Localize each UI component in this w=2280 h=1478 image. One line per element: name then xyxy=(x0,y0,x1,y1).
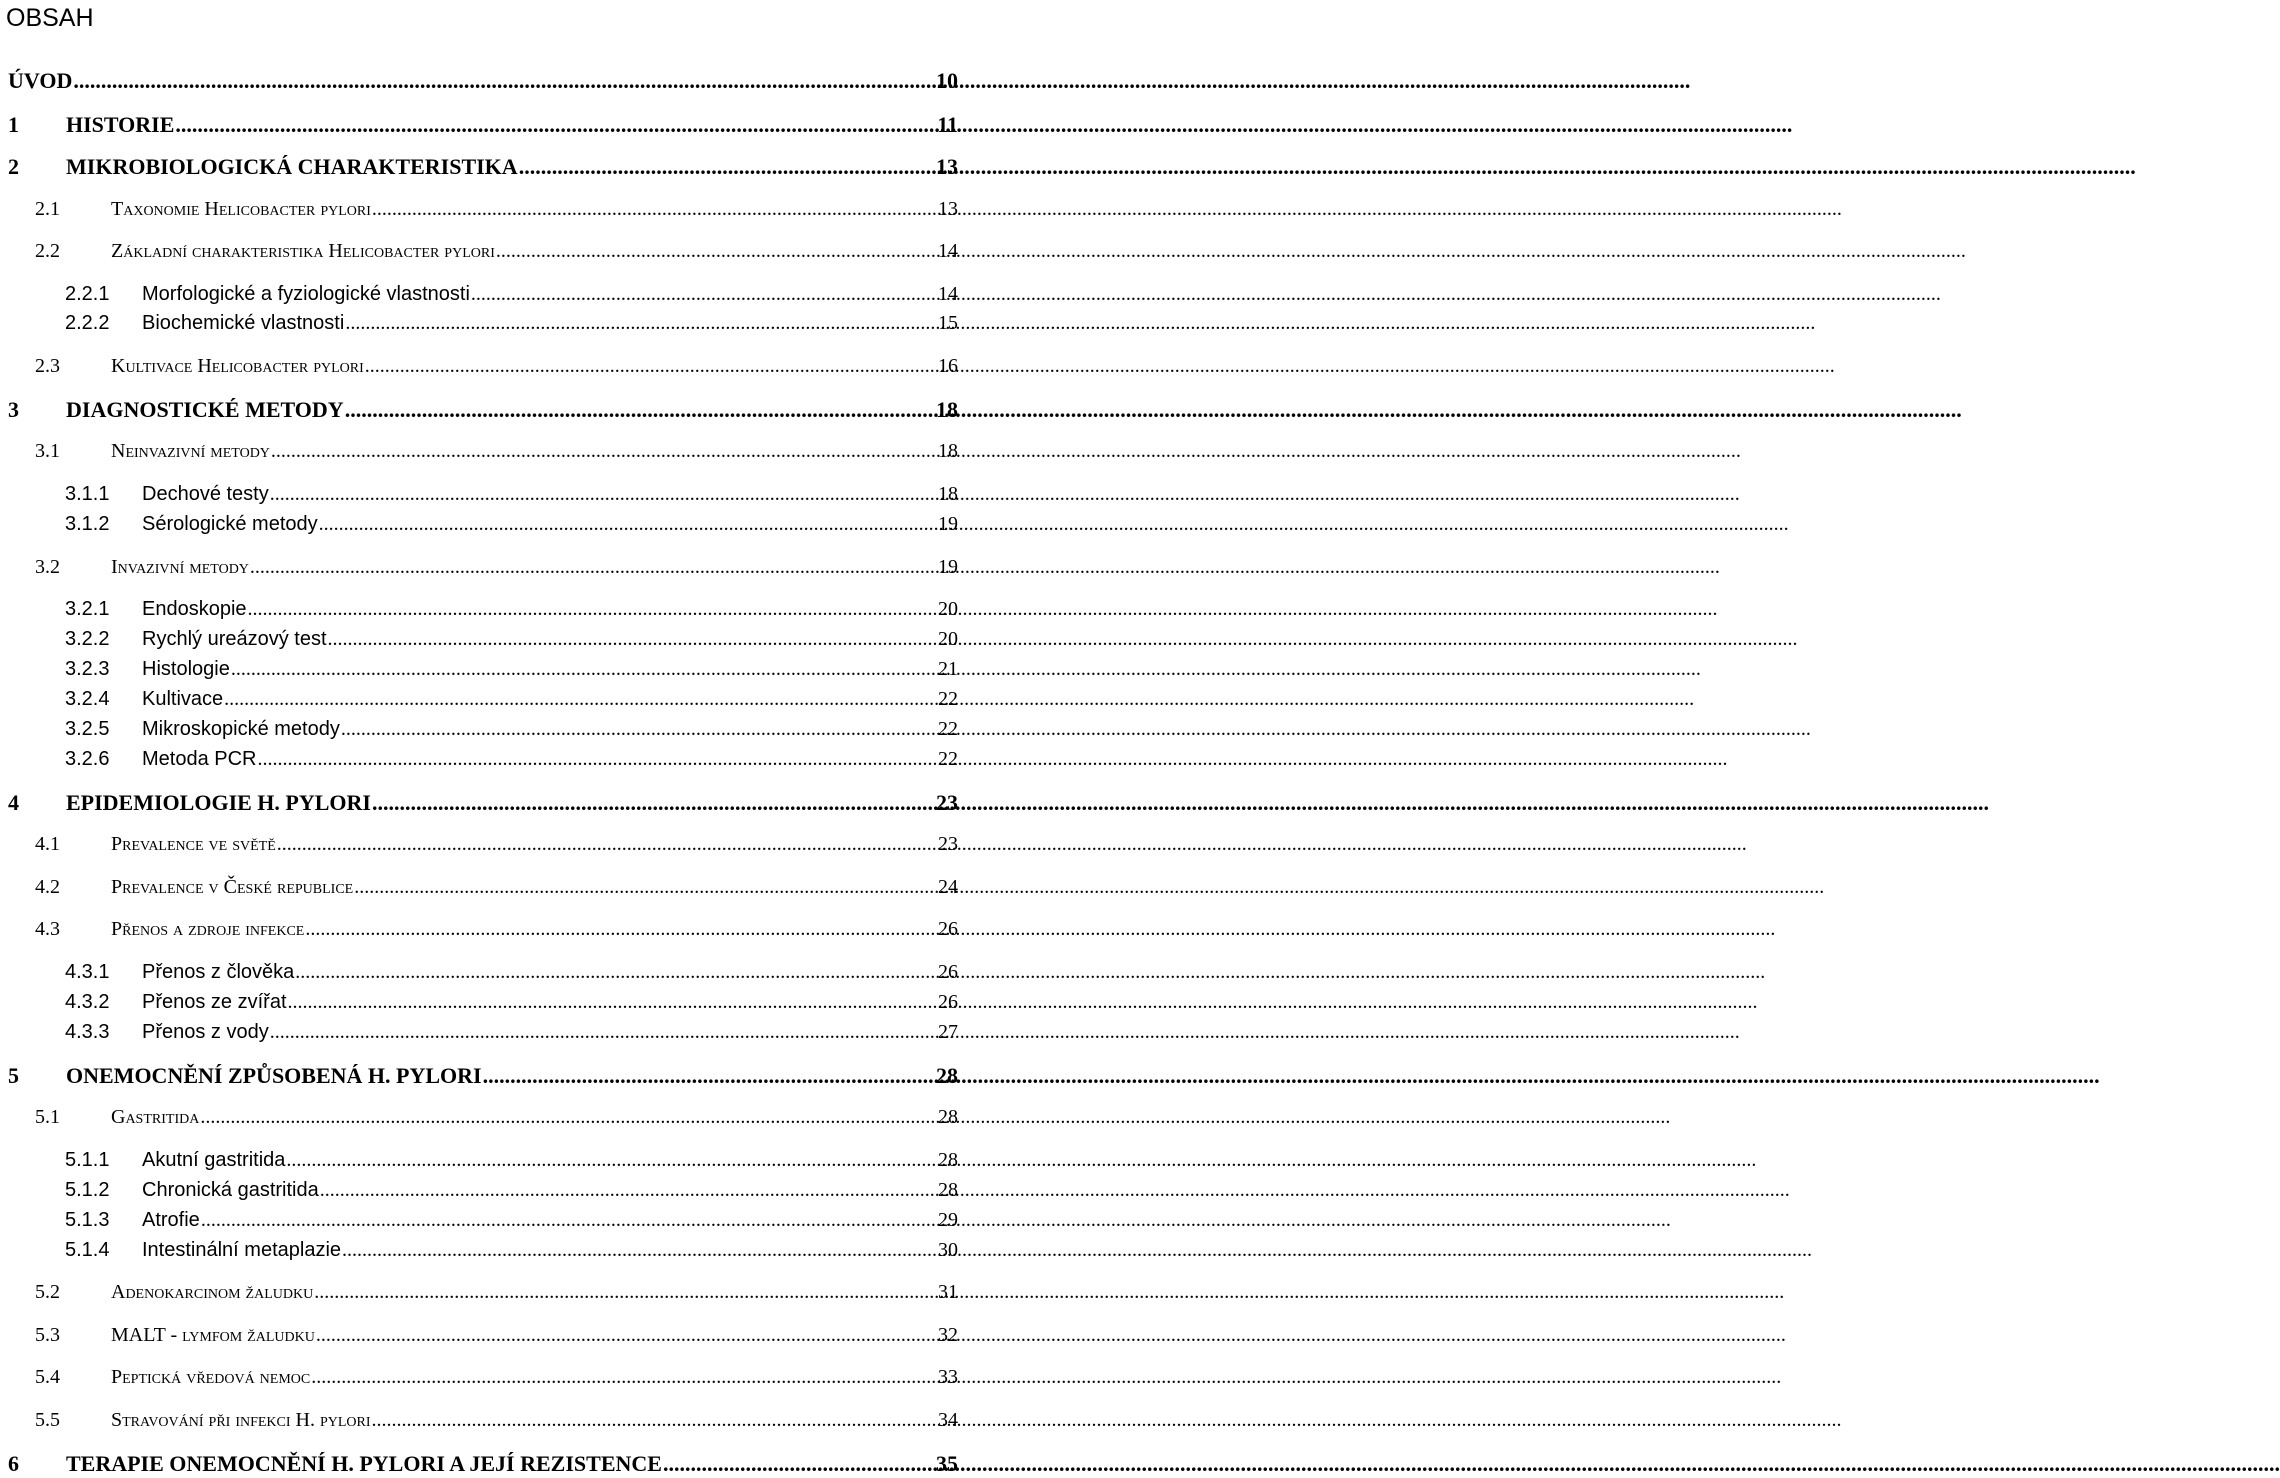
toc-dot-leader xyxy=(314,1282,937,1302)
toc-dot-leader xyxy=(175,114,936,136)
toc-entry-page-number: 26 xyxy=(938,961,958,983)
toc-entry-title: Přenos z vody xyxy=(142,1021,269,1043)
toc-entry-page-number: 10 xyxy=(936,68,958,93)
toc-entry-level-3[interactable] xyxy=(65,1240,958,1260)
toc-entry-page-number: 26 xyxy=(938,991,958,1013)
toc-entry-number: 5.3 xyxy=(35,1324,60,1346)
toc-entry-page-number: 28 xyxy=(938,1149,958,1171)
toc-dot-leader xyxy=(311,1367,937,1387)
toc-entry-page-number: 33 xyxy=(938,1366,958,1388)
toc-entry-page-number: 22 xyxy=(938,718,958,740)
toc-entry-page-number: 21 xyxy=(938,658,958,680)
toc-entry-page-number: 34 xyxy=(938,1409,958,1431)
toc-entry-title: ÚVOD xyxy=(8,68,73,93)
toc-entry-number: 3.1.1 xyxy=(65,483,110,505)
toc-entry-title: Atrofie xyxy=(142,1209,200,1231)
toc-dot-leader xyxy=(224,689,937,709)
toc-entry-level-1[interactable] xyxy=(8,70,958,92)
toc-entry-level-3[interactable] xyxy=(65,962,958,982)
toc-entry-number: 2.3 xyxy=(35,355,60,377)
toc-dot-leader xyxy=(201,1210,937,1230)
toc-entry-number: 3.2 xyxy=(35,556,60,578)
toc-entry-level-2[interactable] xyxy=(35,441,958,461)
toc-entry-page-number: 22 xyxy=(938,748,958,770)
toc-entry-title: Dechové testy xyxy=(142,483,269,505)
toc-entry-title: EPIDEMIOLOGIE H. PYLORI xyxy=(66,790,371,815)
toc-entry-page-number: 27 xyxy=(938,1021,958,1043)
toc-entry-title: Přenos a zdroje infekce xyxy=(111,918,305,940)
toc-entry-title: Mikroskopické metody xyxy=(142,718,340,740)
toc-entry-level-3[interactable] xyxy=(65,659,958,679)
toc-dot-leader xyxy=(663,1453,935,1475)
toc-entry-level-1[interactable] xyxy=(8,399,958,421)
toc-entry-page-number: 24 xyxy=(938,876,958,898)
toc-entry-number: 4.3 xyxy=(35,918,60,940)
toc-entry-number: 5 xyxy=(8,1063,19,1088)
toc-entry-number: 5.1.4 xyxy=(65,1239,110,1261)
toc-entry-title: Gastritida xyxy=(111,1106,200,1128)
toc-dot-leader xyxy=(73,70,935,92)
toc-entry-title: Kultivace xyxy=(142,688,224,710)
toc-dot-leader xyxy=(270,484,937,504)
toc-entry-level-3[interactable] xyxy=(65,992,958,1012)
toc-entry-title: Chronická gastritida xyxy=(142,1179,319,1201)
toc-entry-number: 6 xyxy=(8,1451,19,1476)
toc-dot-leader xyxy=(372,792,935,814)
toc-entry-page-number: 32 xyxy=(938,1324,958,1346)
toc-entry-number: 5.1.1 xyxy=(65,1149,110,1171)
toc-entry-page-number: 31 xyxy=(938,1281,958,1303)
toc-dot-leader xyxy=(471,284,937,304)
toc-entry-level-2[interactable] xyxy=(35,241,958,261)
toc-dot-leader xyxy=(248,599,937,619)
toc-entry-number: 2.1 xyxy=(35,198,60,220)
toc-entry-title: Morfologické a fyziologické vlastnosti xyxy=(142,283,470,305)
toc-page xyxy=(0,0,960,1478)
toc-entry-page-number: 14 xyxy=(938,240,958,262)
toc-entry-number: 3.2.3 xyxy=(65,658,110,680)
toc-entry-level-3[interactable] xyxy=(65,1210,958,1230)
toc-entry-number: 3.1.2 xyxy=(65,513,110,535)
toc-entry-number: 3.2.4 xyxy=(65,688,110,710)
toc-entry-number: 3.2.5 xyxy=(65,718,110,740)
toc-entry-title: DIAGNOSTICKÉ METODY xyxy=(66,397,344,422)
toc-entry-number: 5.2 xyxy=(35,1281,60,1303)
toc-entry-title: Intestinální metaplazie xyxy=(142,1239,342,1261)
toc-entry-level-1[interactable] xyxy=(8,792,958,814)
toc-dot-leader xyxy=(316,1325,937,1345)
toc-entry-number: 4 xyxy=(8,790,19,815)
toc-entry-number: 5.5 xyxy=(35,1409,60,1431)
toc-entry-title: Histologie xyxy=(142,658,230,680)
toc-heading: OBSAH xyxy=(6,4,94,32)
toc-entry-level-3[interactable] xyxy=(65,1022,958,1042)
toc-entry-page-number: 18 xyxy=(938,483,958,505)
toc-entry-page-number: 18 xyxy=(938,440,958,462)
toc-entry-title: MIKROBIOLOGICKÁ CHARAKTERISTIKA xyxy=(66,154,518,179)
toc-entry-number: 3.1 xyxy=(35,440,60,462)
toc-entry-number: 1 xyxy=(8,112,19,137)
toc-entry-title: Základní charakteristika Helicobacter pylori xyxy=(111,240,495,262)
toc-entry-number: 2.2.2 xyxy=(65,312,110,334)
toc-entry-page-number: 22 xyxy=(938,688,958,710)
toc-entry-number: 5.4 xyxy=(35,1366,60,1388)
toc-entry-number: 3 xyxy=(8,397,19,422)
toc-entry-level-3[interactable] xyxy=(65,313,958,333)
toc-dot-leader xyxy=(231,659,937,679)
toc-dot-leader xyxy=(286,1150,937,1170)
toc-entry-page-number: 26 xyxy=(938,918,958,940)
toc-entry-page-number: 35 xyxy=(936,1451,958,1476)
toc-dot-leader xyxy=(483,1065,935,1087)
toc-entry-level-2[interactable] xyxy=(35,1410,958,1430)
toc-entry-level-3[interactable] xyxy=(65,484,958,504)
toc-entry-page-number: 28 xyxy=(938,1106,958,1128)
toc-dot-leader xyxy=(320,1180,937,1200)
toc-entry-number: 4.3.1 xyxy=(65,961,110,983)
toc-entry-page-number: 14 xyxy=(938,283,958,305)
toc-entry-title: Biochemické vlastnosti xyxy=(142,312,345,334)
toc-entry-title: Prevalence v České republice xyxy=(111,876,354,898)
toc-entry-page-number: 20 xyxy=(938,598,958,620)
toc-entry-number: 3.2.6 xyxy=(65,748,110,770)
toc-entry-page-number: 13 xyxy=(936,154,958,179)
toc-entry-title: Metoda PCR xyxy=(142,748,257,770)
toc-dot-leader xyxy=(365,356,937,376)
toc-dot-leader xyxy=(519,156,935,178)
toc-entry-number: 2 xyxy=(8,154,19,179)
toc-entry-number: 5.1.3 xyxy=(65,1209,110,1231)
toc-dot-leader xyxy=(496,241,937,261)
toc-entry-page-number: 23 xyxy=(938,833,958,855)
toc-entry-title: ONEMOCNĚNÍ ZPŮSOBENÁ H. PYLORI xyxy=(66,1063,482,1088)
toc-dot-leader xyxy=(258,749,938,769)
toc-entry-level-3[interactable] xyxy=(65,1150,958,1170)
toc-entry-page-number: 13 xyxy=(938,198,958,220)
toc-entry-level-2[interactable] xyxy=(35,877,958,897)
toc-dot-leader xyxy=(319,514,937,534)
toc-entry-title: TERAPIE ONEMOCNĚNÍ H. PYLORI A JEJÍ REZISTENCE xyxy=(66,1451,662,1476)
toc-entry-page-number: 11 xyxy=(937,112,958,137)
toc-entry-level-3[interactable] xyxy=(65,514,958,534)
toc-entry-title: Peptická vředová nemoc xyxy=(111,1366,311,1388)
toc-entry-number: 4.2 xyxy=(35,876,60,898)
toc-entry-title: Prevalence ve světě xyxy=(111,833,276,855)
toc-dot-leader xyxy=(295,962,937,982)
toc-dot-leader xyxy=(372,199,937,219)
toc-entry-level-1[interactable] xyxy=(8,156,958,178)
toc-entry-title: Rychlý ureázový test xyxy=(142,628,327,650)
toc-entry-level-2[interactable] xyxy=(35,557,958,577)
toc-entry-title: Neinvazivní metody xyxy=(111,440,270,462)
toc-entry-title: Stravování při infekci H. pylori xyxy=(111,1409,371,1431)
toc-dot-leader xyxy=(342,1240,937,1260)
toc-entry-level-2[interactable] xyxy=(35,834,958,854)
toc-dot-leader xyxy=(345,313,937,333)
toc-entry-page-number: 18 xyxy=(936,397,958,422)
toc-entry-title: Přenos ze zvířat xyxy=(142,991,287,1013)
toc-entry-number: 3.2.2 xyxy=(65,628,110,650)
toc-entry-level-3[interactable] xyxy=(65,719,958,739)
toc-entry-level-2[interactable] xyxy=(35,1107,958,1127)
toc-entry-level-2[interactable] xyxy=(35,356,958,376)
toc-entry-level-3[interactable] xyxy=(65,689,958,709)
toc-entry-level-1[interactable] xyxy=(8,114,958,136)
toc-entry-level-2[interactable] xyxy=(35,1325,958,1345)
toc-entry-title: Taxonomie Helicobacter pylori xyxy=(111,198,371,220)
toc-entry-number: 4.3.3 xyxy=(65,1021,110,1043)
toc-entry-level-2[interactable] xyxy=(35,199,958,219)
toc-entry-title: Akutní gastritida xyxy=(142,1149,286,1171)
toc-entry-page-number: 29 xyxy=(938,1209,958,1231)
toc-entry-level-2[interactable] xyxy=(35,919,958,939)
toc-dot-leader xyxy=(354,877,937,897)
toc-entry-level-3[interactable] xyxy=(65,749,958,769)
toc-dot-leader xyxy=(250,557,937,577)
toc-entry-title: HISTORIE xyxy=(66,112,175,137)
toc-entry-number: 5.1.2 xyxy=(65,1179,110,1201)
toc-dot-leader xyxy=(345,399,935,421)
toc-entry-number: 4.3.2 xyxy=(65,991,110,1013)
toc-entry-title: Invazivní metody xyxy=(111,556,249,578)
toc-entry-number: 2.2.1 xyxy=(65,283,110,305)
toc-entry-number: 4.1 xyxy=(35,833,60,855)
toc-entry-title: Přenos z člověka xyxy=(142,961,295,983)
toc-dot-leader xyxy=(277,834,937,854)
toc-entry-title: Endoskopie xyxy=(142,598,247,620)
toc-entry-level-1[interactable] xyxy=(8,1453,958,1475)
toc-entry-level-3[interactable] xyxy=(65,284,958,304)
toc-entry-title: Kultivace Helicobacter pylori xyxy=(111,355,364,377)
toc-entry-level-3[interactable] xyxy=(65,1180,958,1200)
toc-entry-number: 3.2.1 xyxy=(65,598,110,620)
toc-dot-leader xyxy=(271,441,937,461)
toc-entry-page-number: 16 xyxy=(938,355,958,377)
toc-dot-leader xyxy=(270,1022,937,1042)
toc-entry-level-3[interactable] xyxy=(65,599,958,619)
toc-dot-leader xyxy=(328,629,937,649)
toc-dot-leader xyxy=(341,719,937,739)
toc-entry-level-1[interactable] xyxy=(8,1065,958,1087)
toc-entry-number: 2.2 xyxy=(35,240,60,262)
toc-entry-page-number: 20 xyxy=(938,628,958,650)
toc-entry-title: Sérologické metody xyxy=(142,513,318,535)
toc-entry-page-number: 15 xyxy=(938,312,958,334)
toc-entry-page-number: 28 xyxy=(938,1179,958,1201)
toc-entry-page-number: 30 xyxy=(938,1239,958,1261)
toc-entry-page-number: 19 xyxy=(938,513,958,535)
toc-entry-title: MALT - lymfom žaludku xyxy=(111,1324,315,1346)
toc-dot-leader xyxy=(200,1107,937,1127)
toc-entry-level-2[interactable] xyxy=(35,1282,958,1302)
toc-entry-level-2[interactable] xyxy=(35,1367,958,1387)
toc-entry-page-number: 23 xyxy=(936,790,958,815)
toc-dot-leader xyxy=(288,992,937,1012)
toc-entry-level-3[interactable] xyxy=(65,629,958,649)
toc-entry-title: Adenokarcinom žaludku xyxy=(111,1281,314,1303)
toc-entry-page-number: 19 xyxy=(938,556,958,578)
toc-entry-number: 5.1 xyxy=(35,1106,60,1128)
toc-dot-leader xyxy=(305,919,937,939)
toc-entry-page-number: 28 xyxy=(936,1063,958,1088)
toc-dot-leader xyxy=(372,1410,937,1430)
